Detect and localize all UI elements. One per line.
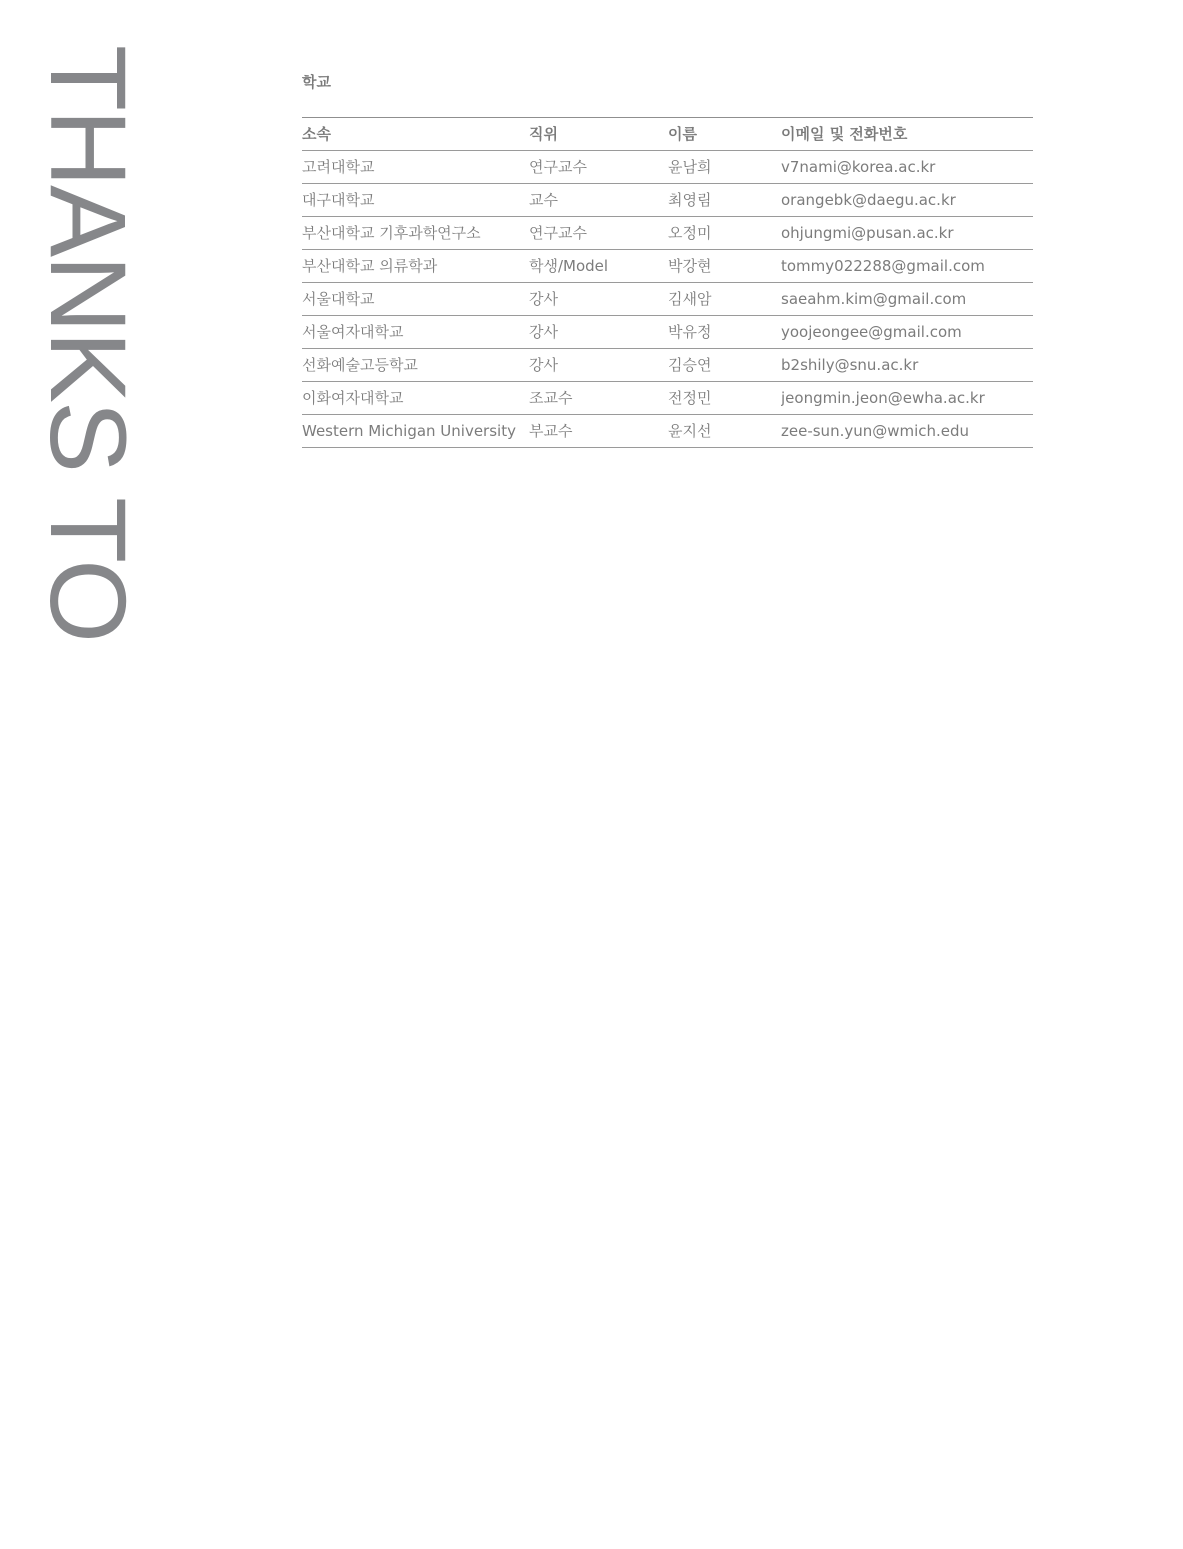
header-name: 이름: [668, 118, 781, 151]
cell-name: 박유정: [668, 316, 781, 349]
cell-position: 조교수: [529, 382, 668, 415]
table-row: [302, 415, 1033, 448]
cell-position: 강사: [529, 283, 668, 316]
cell-position: 학생/Model: [529, 250, 668, 283]
table-row: [302, 217, 1033, 250]
cell-affiliation: 부산대학교 기후과학연구소: [302, 217, 529, 250]
cell-name: 오정미: [668, 217, 781, 250]
contacts-table: [302, 117, 1033, 448]
cell-affiliation: 서울여자대학교: [302, 316, 529, 349]
cell-affiliation: 선화예술고등학교: [302, 349, 529, 382]
cell-affiliation: 서울대학교: [302, 283, 529, 316]
cell-email: yoojeongee@gmail.com: [781, 316, 1033, 349]
cell-name: 최영림: [668, 184, 781, 217]
cell-affiliation: 대구대학교: [302, 184, 529, 217]
table-row: [302, 184, 1033, 217]
cell-email: b2shily@snu.ac.kr: [781, 349, 1033, 382]
cell-affiliation: 부산대학교 의류학과: [302, 250, 529, 283]
table-row: [302, 250, 1033, 283]
cell-email: tommy022288@gmail.com: [781, 250, 1033, 283]
table-row: [302, 382, 1033, 415]
cell-affiliation: 이화여자대학교: [302, 382, 529, 415]
cell-affiliation: 고려대학교: [302, 151, 529, 184]
cell-email: saeahm.kim@gmail.com: [781, 283, 1033, 316]
cell-affiliation: Western Michigan University: [302, 415, 529, 448]
header-position: 직위: [529, 118, 668, 151]
header-affiliation: 소속: [302, 118, 529, 151]
side-title: [28, 45, 149, 642]
table-row: [302, 283, 1033, 316]
cell-name: 박강현: [668, 250, 781, 283]
cell-email: jeongmin.jeon@ewha.ac.kr: [781, 382, 1033, 415]
cell-position: 부교수: [529, 415, 668, 448]
cell-name: 윤남희: [668, 151, 781, 184]
table-row: [302, 151, 1033, 184]
cell-position: 강사: [529, 349, 668, 382]
schools-section: [302, 70, 1033, 448]
cell-position: 연구교수: [529, 217, 668, 250]
cell-name: 김새암: [668, 283, 781, 316]
cell-email: orangebk@daegu.ac.kr: [781, 184, 1033, 217]
side-title-text: THANKS TO: [28, 45, 149, 642]
cell-email: v7nami@korea.ac.kr: [781, 151, 1033, 184]
table-header-row: [302, 118, 1033, 151]
cell-position: 강사: [529, 316, 668, 349]
header-contact: 이메일 및 전화번호: [781, 118, 1033, 151]
cell-name: 윤지선: [668, 415, 781, 448]
table-row: [302, 349, 1033, 382]
table-row: [302, 316, 1033, 349]
cell-name: 김승연: [668, 349, 781, 382]
cell-position: 연구교수: [529, 151, 668, 184]
cell-position: 교수: [529, 184, 668, 217]
cell-email: zee-sun.yun@wmich.edu: [781, 415, 1033, 448]
section-title: 학교: [302, 73, 331, 91]
cell-name: 전정민: [668, 382, 781, 415]
cell-email: ohjungmi@pusan.ac.kr: [781, 217, 1033, 250]
